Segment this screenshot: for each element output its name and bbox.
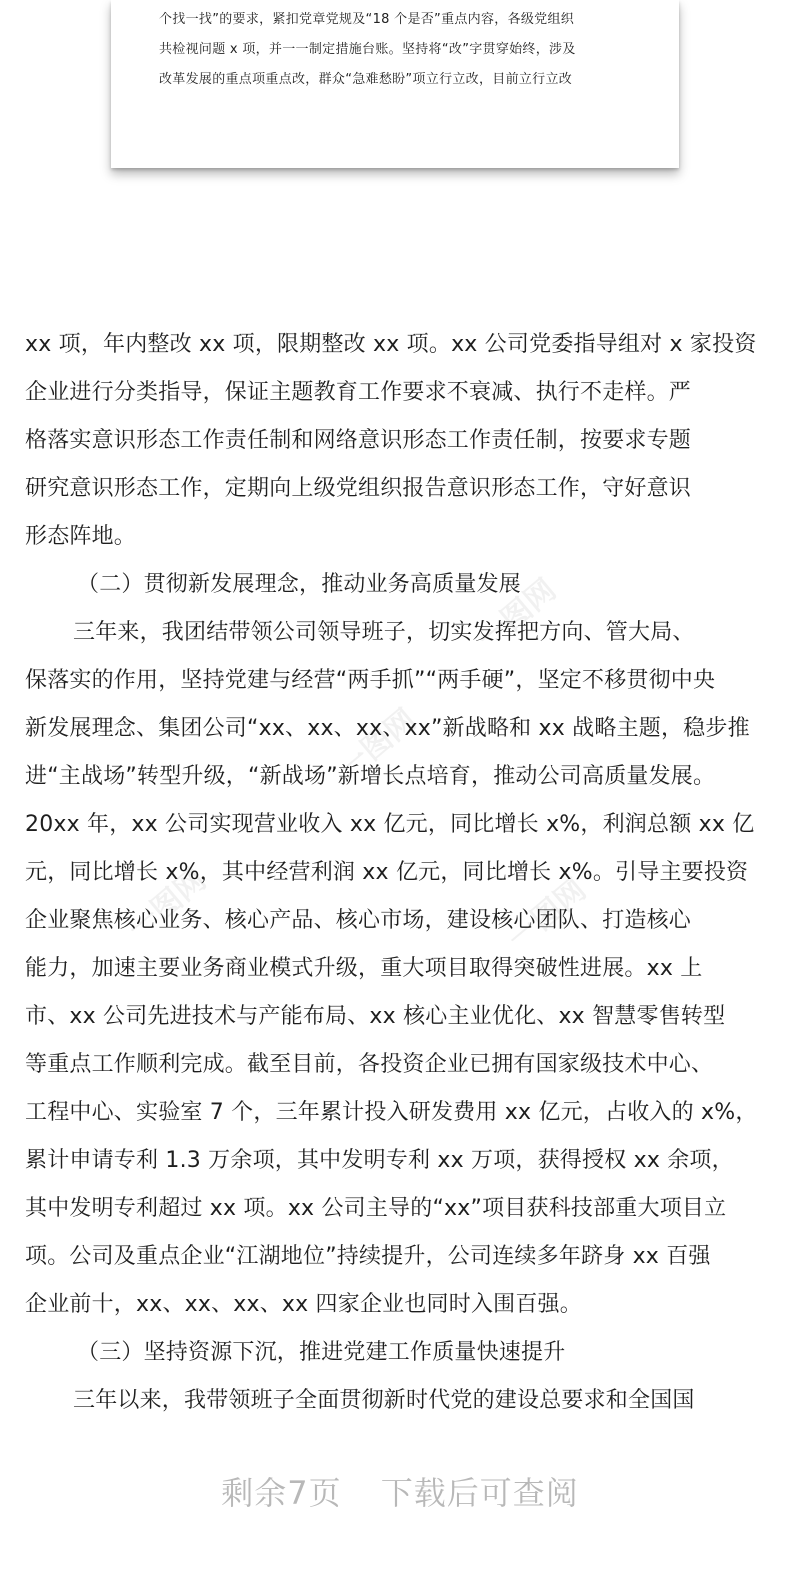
paragraph-line: 格落实意识形态工作责任制和网络意识形态工作责任制，按要求专题 [25,428,692,453]
download-prompt[interactable] [0,1468,800,1514]
paragraph-line: 三年以来，我带领班子全面贯彻新时代党的建设总要求和全国国 [73,1388,695,1413]
preview-page-card [111,0,679,168]
paragraph-line: 20xx 年，xx 公司实现营业收入 xx 亿元，同比增长 x%，利润总额 xx 亿 [25,812,755,837]
preview-line: 个找一找”的要求，紧扣党章党规及“18 个是否”重点内容，各级党组织 [159,12,575,27]
paragraph-line: 企业进行分类指导，保证主题教育工作要求不衰减、执行不走样。严 [25,380,692,405]
paragraph-line: 工程中心、实验室 7 个，三年累计投入研发费用 xx 亿元，占收入的 x%， [25,1100,758,1125]
watermark: 一图网 [121,862,213,948]
document-body [25,321,775,1425]
watermark: 一图网 [471,572,563,658]
paragraph-line: 三年来，我团结带领公司领导班子，切实发挥把方向、管大局、 [73,620,695,645]
paragraph-line: 等重点工作顺利完成。截至目前，各投资企业已拥有国家级技术中心、 [25,1052,714,1077]
section-heading: （三）坚持资源下沉，推进党建工作质量快速提升 [77,1340,566,1365]
paragraph-line: 研究意识形态工作，定期向上级党组织报告意识形态工作，守好意识 [25,476,692,501]
paragraph-line: 元，同比增长 x%，其中经营利润 xx 亿元，同比增长 x%。引导主要投资 [25,860,749,885]
preview-line: 共检视问题 x 项，并一一制定措施台账。坚持将“改”字贯穿始终，涉及 [159,42,576,57]
paragraph-line: 市、xx 公司先进技术与产能布局、xx 核心主业优化、xx 智慧零售转型 [25,1004,726,1029]
paragraph-line: 能力，加速主要业务商业模式升级，重大项目取得突破性进展。xx 上 [25,956,703,981]
paragraph-line: 形态阵地。 [25,524,137,549]
paragraph-line: 企业前十，xx、xx、xx、xx 四家企业也同时入围百强。 [25,1292,582,1317]
paragraph-line: 项。公司及重点企业“江湖地位”持续提升，公司连续多年跻身 xx 百强 [25,1244,711,1269]
watermark: 一图网 [501,872,593,958]
section-heading: （二）贯彻新发展理念，推动业务高质量发展 [77,572,522,597]
watermark: 一图网 [331,702,423,788]
download-to-view-text[interactable]: 下载后可查阅 [380,1474,579,1512]
paragraph-line: 新发展理念、集团公司“xx、xx、xx、xx”新战略和 xx 战略主题，稳步推 [25,716,750,741]
paragraph-line: 其中发明专利超过 xx 项。xx 公司主导的“xx”项目获科技部重大项目立 [25,1196,727,1221]
paragraph-line: 保落实的作用，坚持党建与经营“两手抓”“两手硬”，坚定不移贯彻中央 [25,668,716,693]
paragraph-line: xx 项，年内整改 xx 项，限期整改 xx 项。xx 公司党委指导组对 x 家投资 [25,332,757,357]
paragraph-line: 进“主战场”转型升级，“新战场”新增长点培育，推动公司高质量发展。 [25,764,716,789]
preview-line: 改革发展的重点项重点改，群众“急难愁盼”项立行立改，目前立行立改 [159,72,573,87]
paragraph-line: 企业聚焦核心业务、核心产品、核心市场，建设核心团队、打造核心 [25,908,692,933]
paragraph-line: 累计申请专利 1.3 万余项，其中发明专利 xx 万项，获得授权 xx 余项， [25,1148,734,1173]
remaining-pages-text: 剩余7页 [221,1474,342,1512]
